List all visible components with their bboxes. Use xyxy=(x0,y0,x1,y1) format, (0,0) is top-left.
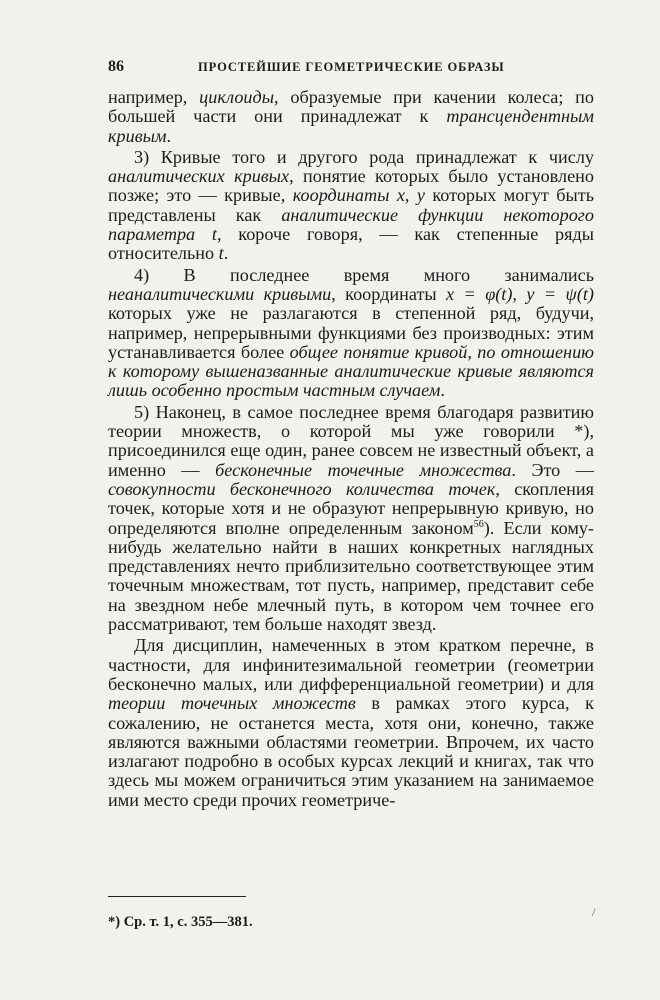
italic-text: аналитические функции некоторого параметра t xyxy=(108,204,594,245)
italic-text: бесконечные точечные множества xyxy=(215,459,512,480)
italic-text: общее понятие кривой, по отношению к которому вышеназванные аналитические кривые являются лишь особенно простым частным случаем xyxy=(108,341,594,401)
paragraph-item-3 xyxy=(108,148,594,264)
paragraph-item-4 xyxy=(108,266,594,401)
italic-text: аналитических кривых xyxy=(108,166,290,187)
text-run: , образуемые при качении колеса; по большей части они принадлежат к xyxy=(108,87,594,127)
book-page xyxy=(108,58,594,810)
body-text xyxy=(108,88,594,810)
italic-text: теории точечных множеств xyxy=(108,693,356,714)
footnote: *) Ср. т. 1, с. 355—381. xyxy=(108,914,253,930)
paragraph-conclusion xyxy=(108,636,594,810)
italic-text: неаналитическими кривыми xyxy=(108,283,332,304)
text-run: в рамках этого курса, к сожалению, не останется места, хотя они, конечно, также являются важными областями геометрии. Впрочем, их часто излагают подробно в особых курсах лекций и книгах, так что здесь мы можем ограничиться этим указанием на занимаемое ими место среди прочих геометриче- xyxy=(108,693,594,810)
text-run: которых могут быть представлены как xyxy=(108,185,594,225)
footnote-ref: 56 xyxy=(473,518,484,530)
italic-text: x = φ(t), y = ψ(t) xyxy=(446,283,594,304)
text-run: , понятие которых было установлено позже; это — кривые, xyxy=(108,166,594,206)
text-run: ). Если кому-нибудь желательно найти в наших конкретных наглядных представлениях нечто приблизительно соответствующее этим точечным множествам, тот пусть, например, представит себе на звездном небе млечный путь, в котором чем точнее его рассматривают, тем больше находят звезд. xyxy=(108,517,594,635)
text-run: . xyxy=(440,380,445,401)
italic-text: совокупности бесконечного количества точек xyxy=(108,478,496,499)
italic-text: циклоиды xyxy=(199,87,275,107)
text-run: 4) В последнее время много занимались xyxy=(134,264,594,285)
text-run: . Это — xyxy=(511,459,594,480)
paragraph-item-5 xyxy=(108,403,594,635)
page-number: 86 xyxy=(108,58,124,75)
paragraph-continuation xyxy=(108,88,594,146)
text-run: 5) Наконец, в самое последнее время благодаря развитию теории множеств, о которой мы уже говорили *), присоединился еще один, ранее совсем не известный объект, а именно — xyxy=(108,401,594,480)
footnote-rule xyxy=(108,896,246,897)
text-run: , координаты xyxy=(331,283,447,304)
text-run: , скопления точек, которые хотя и не образуют непрерывную кривую, но определяются вполне определенным законом xyxy=(108,478,594,538)
italic-text: координаты x, y xyxy=(292,185,425,206)
page-header xyxy=(108,58,594,84)
text-run: которых уже не разлагаются в степенной ряд, будучи, например, непрерывными функциями без производных: этим устанавливается более xyxy=(108,303,594,362)
text-run: 3) Кривые того и другого рода принадлежат к числу xyxy=(134,146,594,167)
text-run: . xyxy=(166,125,172,146)
italic-text: трансцендентным кривым xyxy=(108,106,594,146)
stray-mark: / xyxy=(592,905,596,919)
italic-text: t xyxy=(218,243,224,264)
text-run: например, xyxy=(108,87,200,107)
text-run: . xyxy=(223,243,229,264)
text-run: Для дисциплин, намеченных в этом кратком перечне, в частности, для инфинитезимальной геометрии (геометрии бесконечно малых, или дифференциальной геометрии) и для xyxy=(108,635,594,694)
text-run: , короче говоря, — как степенные ряды относительно xyxy=(108,224,594,264)
running-head: ПРОСТЕЙШИЕ ГЕОМЕТРИЧЕСКИЕ ОБРАЗЫ xyxy=(198,60,505,74)
